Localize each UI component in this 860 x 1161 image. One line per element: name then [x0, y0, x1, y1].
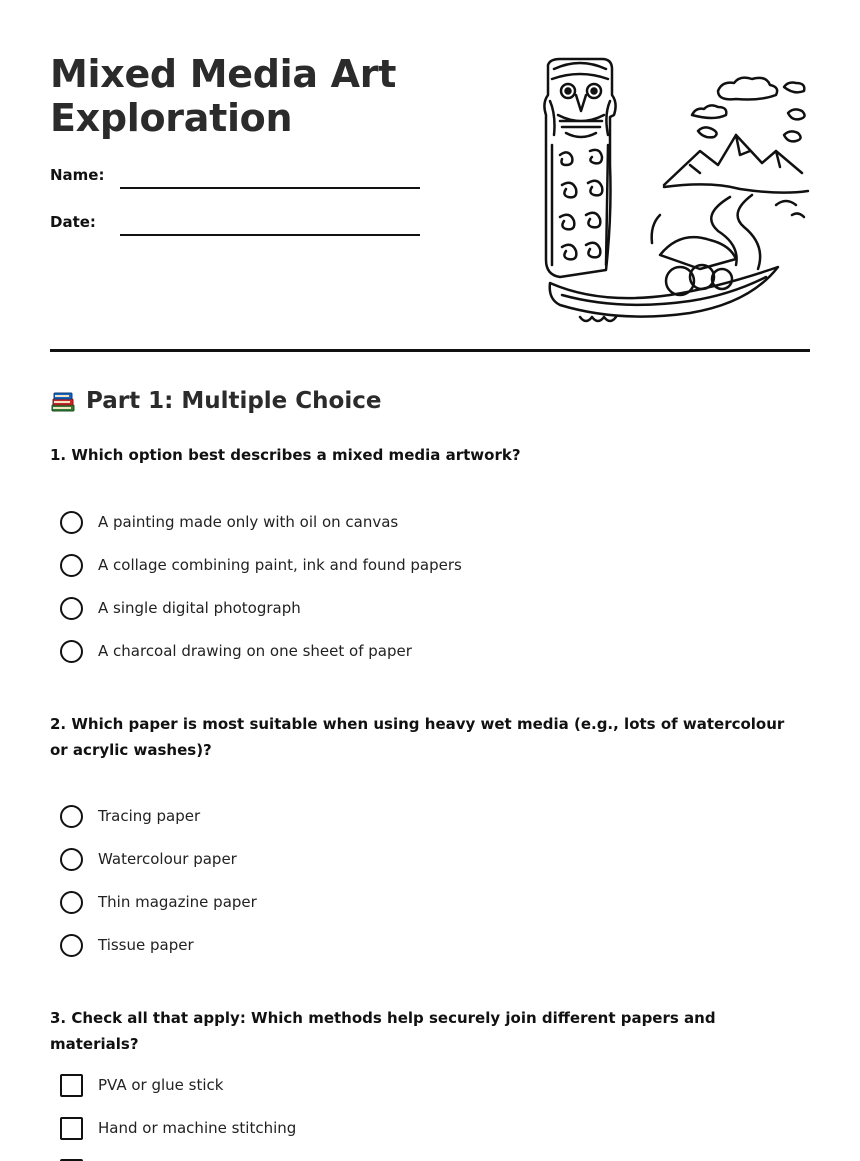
- part-1-heading: [50, 388, 381, 414]
- question-3-option-2[interactable]: [60, 1115, 296, 1141]
- option-label: Hand or machine stitching: [98, 1119, 297, 1137]
- radio-button[interactable]: [60, 597, 83, 620]
- question-2: 2. Which paper is most suitable when using heavy wet media (e.g., lots of watercolour or acrylic washes)?: [50, 715, 785, 759]
- option-label: A collage combining paint, ink and found papers: [98, 556, 462, 574]
- question-3-option-1[interactable]: [60, 1072, 223, 1098]
- question-2-option-1[interactable]: [60, 803, 200, 829]
- option-label: Watercolour paper: [98, 850, 237, 868]
- question-3: 3. Check all that apply: Which methods help securely join different papers and materials?: [50, 1009, 716, 1053]
- question-1-option-4[interactable]: [60, 638, 412, 664]
- option-label: A single digital photograph: [98, 599, 301, 617]
- option-label: PVA or glue stick: [98, 1076, 224, 1094]
- radio-button[interactable]: [60, 511, 83, 534]
- radio-button[interactable]: [60, 934, 83, 957]
- page-title: Mixed Media Art Exploration: [50, 52, 397, 140]
- option-label: Tracing paper: [98, 807, 201, 825]
- header-divider: [50, 349, 810, 352]
- question-2-option-2[interactable]: [60, 846, 237, 872]
- question-1-option-1[interactable]: [60, 509, 398, 535]
- option-label: Thin magazine paper: [98, 893, 257, 911]
- checkbox[interactable]: [60, 1117, 83, 1140]
- radio-button[interactable]: [60, 640, 83, 663]
- question-1-option-2[interactable]: [60, 552, 462, 578]
- radio-button[interactable]: [60, 848, 83, 871]
- checkbox[interactable]: [60, 1074, 83, 1097]
- question-2-option-3[interactable]: [60, 889, 257, 915]
- question-2-option-4[interactable]: [60, 932, 194, 958]
- question-1: 1. Which option best describes a mixed media artwork?: [50, 446, 521, 464]
- date-label: Date:: [50, 213, 96, 231]
- part-1-title: Part 1: Multiple Choice: [86, 388, 382, 414]
- worksheet-header: [50, 0, 810, 352]
- books-icon: [50, 388, 76, 414]
- question-3-option-3-partial[interactable]: [60, 1157, 83, 1161]
- carving-landscape-illustration: [540, 55, 810, 330]
- date-field-line[interactable]: [120, 234, 420, 236]
- option-label: Tissue paper: [98, 936, 194, 954]
- question-1-option-3[interactable]: [60, 595, 301, 621]
- option-label: A charcoal drawing on one sheet of paper: [98, 642, 412, 660]
- name-label: Name:: [50, 166, 105, 184]
- name-field-line[interactable]: [120, 187, 420, 189]
- radio-button[interactable]: [60, 891, 83, 914]
- option-label: A painting made only with oil on canvas: [98, 513, 399, 531]
- radio-button[interactable]: [60, 554, 83, 577]
- radio-button[interactable]: [60, 805, 83, 828]
